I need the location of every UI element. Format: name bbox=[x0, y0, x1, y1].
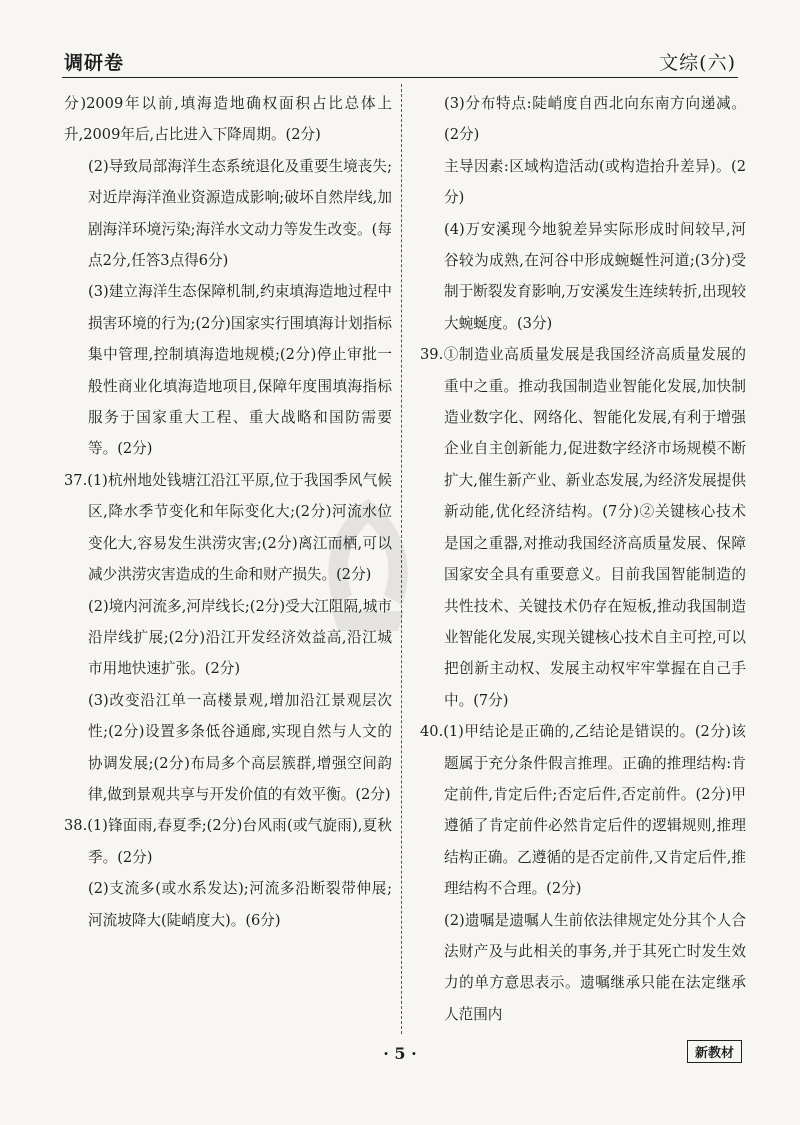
column-divider bbox=[401, 84, 402, 1034]
answer-38-2: (2)支流多(或水系发达);河流多沿断裂带伸展;河流坡降大(陡峭度大)。(6分) bbox=[88, 880, 392, 929]
answer-36-3: (3)建立海洋生态保障机制,约束填海造地过程中损害环境的行为;(2分)国家实行围填海计划指标集中管理,控制填海造地规模;(2分)停止审批一般性商业化填海造地项目,保障年度围填海指标服务于国家重大工程、重大战略和国防需要等。(2分) bbox=[88, 283, 392, 458]
answer-39: 39.①制造业高质量发展是我国经济高质量发展的重中之重。推动我国制造业智能化发展,加快制造业数字化、网络化、智能化发展,有利于增强企业自主创新能力,促进数字经济市场规模不断扩大,催生新产业、新业态发展,为经济发展提供新动能,优化经济结构。(7分)②关键核心技术是国之重器,对推动我国经济高质量发展、保障国家安全具有重要意义。目前我国智能制造的共性技术、关键技术仍存在短板,推动我国制造业智能化发展,实现关键核心技术自主可控,可以把创新主动权、发展主动权牢牢掌握在自己手中。(7分) bbox=[420, 346, 746, 709]
header-right-title: 文综(六) bbox=[659, 52, 736, 74]
answer-38-4: (4)万安溪现今地貌差异实际形成时间较早,河谷较为成熟,在河谷中形成蜿蜒性河道;(3分)受制于断裂发育影响,万安溪发生连续转折,出现较大蜿蜒度。(3分) bbox=[444, 220, 746, 332]
header-rule bbox=[62, 77, 738, 78]
answer-36-1-continued: 分)2009年以前,填海造地确权面积占比总体上升,2009年后,占比进入下降周期。(2分) bbox=[64, 95, 392, 144]
answer-37-2: (2)境内河流多,河岸线长;(2分)受大江阻隔,城市沿岸线扩展;(2分)沿江开发经济效益高,沿江城市用地快速扩张。(2分) bbox=[88, 597, 392, 678]
answer-38-3-factor: 主导因素:区域构造活动(或构造抬升差异)。(2分) bbox=[444, 157, 746, 207]
page-number: · 5 · bbox=[383, 1044, 417, 1063]
left-column bbox=[64, 88, 392, 936]
right-column bbox=[420, 88, 746, 1030]
answer-37-3: (3)改变沿江单一高楼景观,增加沿江景观层次性;(2分)设置多条低谷通廊,实现自然与人文的协调发展;(2分)布局多个高层簇群,增强空间韵律,做到景观共享与开发价值的有效平衡。(2分) bbox=[88, 691, 392, 803]
answer-38-1: 38.(1)锋面雨,春夏季;(2分)台风雨(或气旋雨),夏秋季。(2分) bbox=[64, 817, 392, 866]
answer-40-1: 40.(1)甲结论是正确的,乙结论是错误的。(2分)该题属于充分条件假言推理。正确的推理结构:肯定前件,肯定后件;否定后件,否定前件。(2分)甲遵循了肯定前件必然肯定后件的逻辑规则,推理结构正确。乙遵循的是否定前件,又肯定后件,推理结构不合理。(2分) bbox=[420, 723, 746, 898]
page-header bbox=[62, 46, 738, 76]
answer-37-1: 37.(1)杭州地处钱塘江沿江平原,位于我国季风气候区,降水季节变化和年际变化大;(2分)河流水位变化大,容易发生洪涝灾害;(2分)离江而栖,可以减少洪涝灾害造成的生命和财产损失。(2分) bbox=[64, 471, 392, 584]
answer-40-2: (2)遗嘱是遗嘱人生前依法律规定处分其个人合法财产及与此相关的事务,并于其死亡时发生效力的单方意思表示。遗嘱继承只能在法定继承人范围内 bbox=[444, 911, 746, 1023]
answer-38-3: (3)分布特点:陡峭度自西北向东南方向递减。(2分) bbox=[444, 95, 746, 144]
header-left-title: 调研卷 bbox=[64, 52, 125, 74]
edition-badge: 新教材 bbox=[687, 1040, 742, 1063]
answer-36-2: (2)导致局部海洋生态系统退化及重要生境丧失;对近岸海洋渔业资源造成影响;破坏自然岸线,加剧海洋环境污染;海洋水文动力等发生改变。(每点2分,任答3点得6分) bbox=[88, 157, 392, 270]
